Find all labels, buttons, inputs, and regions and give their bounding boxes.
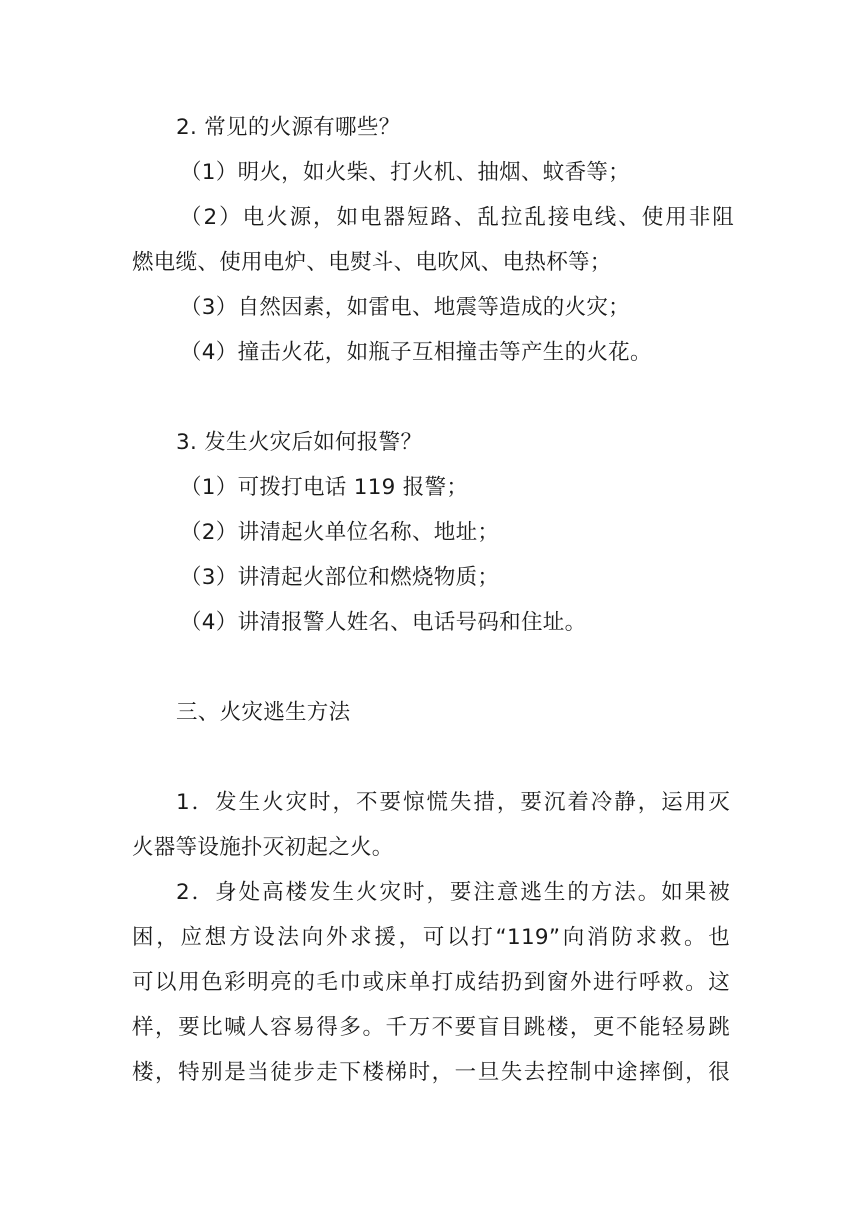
paragraph-line: 楼，特别是当徒步走下楼梯时，一旦失去控制中途摔倒，很 bbox=[132, 1060, 730, 1085]
paragraph-line: 2．身处高楼发生火灾时，要注意逃生的方法。如果被 bbox=[176, 880, 730, 905]
list-item: （1）可拨打电话 119 报警； bbox=[180, 475, 469, 500]
paragraph-line: 可以用色彩明亮的毛巾或床单打成结扔到窗外进行呼救。这 bbox=[132, 970, 730, 995]
paragraph-line: 1．发生火灾时，不要惊慌失措，要沉着冷静，运用灭 bbox=[176, 790, 730, 815]
section-heading-escape: 三、火灾逃生方法 bbox=[176, 700, 351, 725]
paragraph-line: 样，要比喊人容易得多。千万不要盲目跳楼，更不能轻易跳 bbox=[132, 1015, 730, 1040]
section-heading-fire-sources: 2. 常见的火源有哪些？ bbox=[176, 115, 401, 140]
list-item: （3）讲清起火部位和燃烧物质； bbox=[180, 565, 500, 590]
list-item: （2）讲清起火单位名称、地址； bbox=[180, 520, 500, 545]
list-item: （4）撞击火花，如瓶子互相撞击等产生的火花。 bbox=[180, 340, 652, 365]
list-item: （2）电火源，如电器短路、乱拉乱接电线、使用非阻 bbox=[180, 205, 734, 230]
list-item: （3）自然因素，如雷电、地震等造成的火灾； bbox=[180, 295, 630, 320]
list-item: （4）讲清报警人姓名、电话号码和住址。 bbox=[180, 610, 587, 635]
list-item: （1）明火，如火柴、打火机、抽烟、蚊香等； bbox=[180, 160, 630, 185]
section-heading-report-fire: 3. 发生火灾后如何报警？ bbox=[176, 430, 423, 455]
paragraph-line: 火器等设施扑灭初起之火。 bbox=[132, 835, 394, 860]
paragraph-line: 困，应想方设法向外求援，可以打“119”向消防求救。也 bbox=[132, 925, 730, 950]
list-item-continuation: 燃电缆、使用电炉、电熨斗、电吹风、电热杯等； bbox=[132, 250, 612, 275]
